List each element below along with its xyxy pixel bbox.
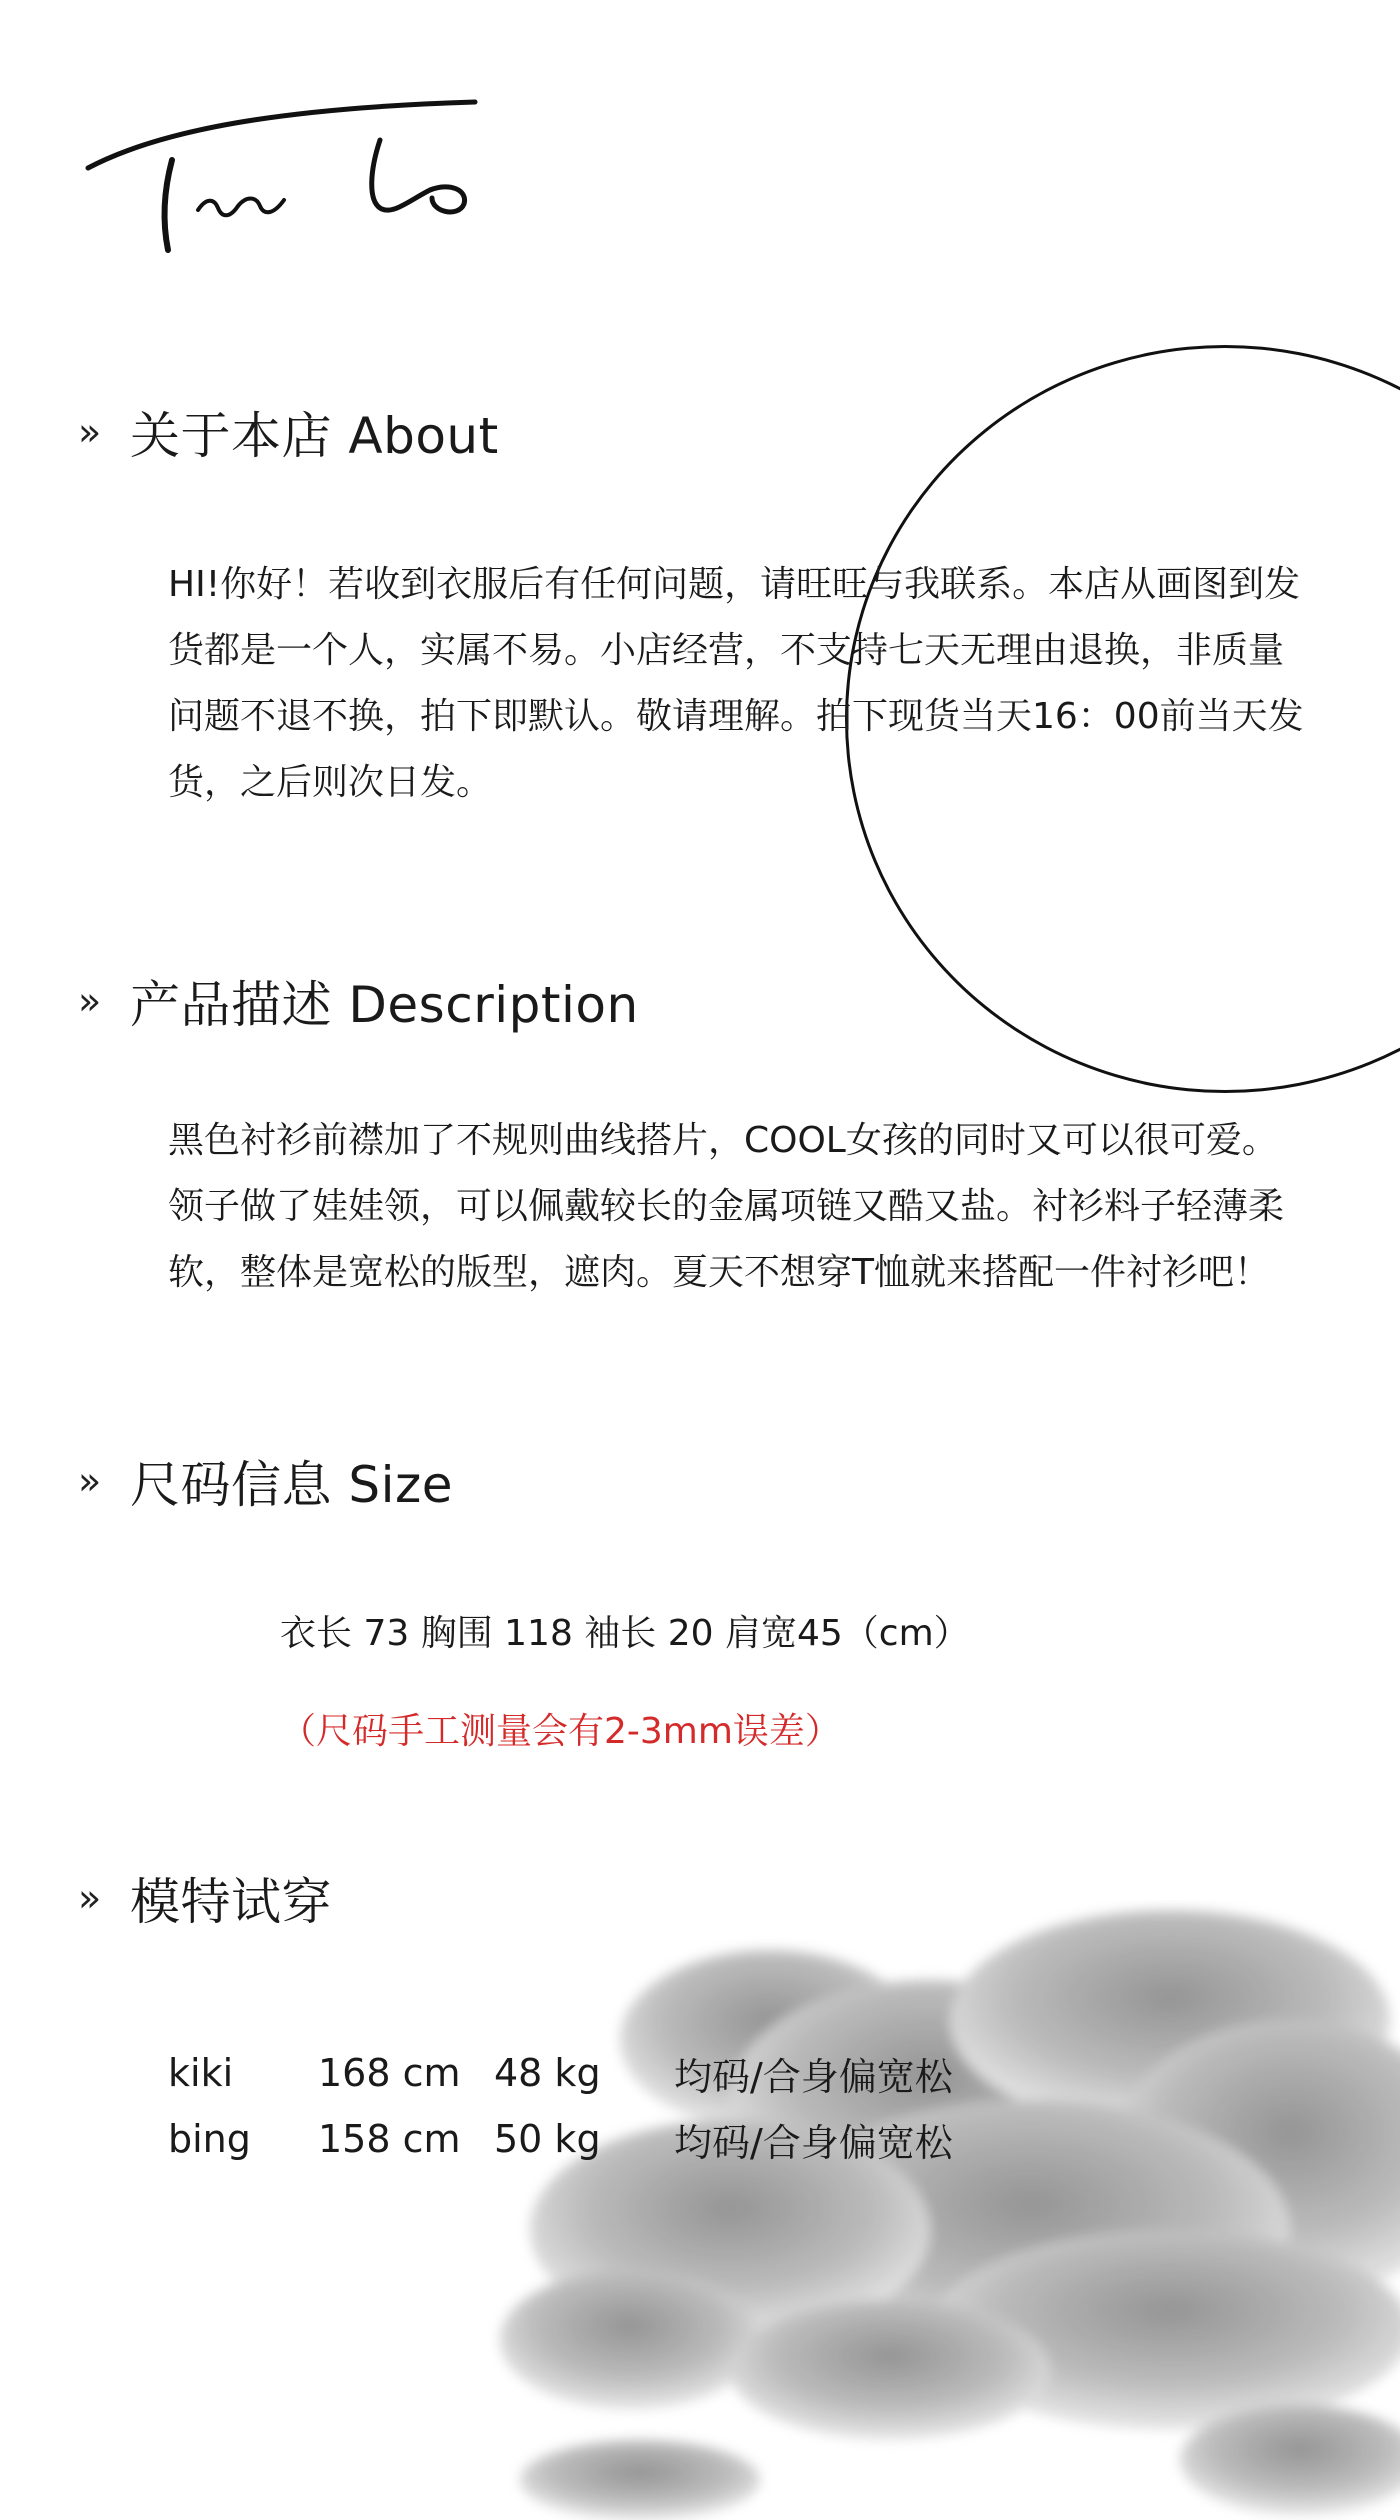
signature-logo	[80, 90, 500, 270]
table-row	[168, 2106, 953, 2172]
model-fit-table	[168, 2040, 953, 2172]
table-row	[168, 2040, 953, 2106]
size-heading	[78, 1445, 453, 1517]
model-fit: 均码/合身偏宽松	[674, 2120, 953, 2165]
about-heading	[78, 396, 499, 468]
chevron-right-icon: »	[78, 979, 102, 1023]
about-title: 关于本店 About	[130, 407, 499, 465]
chevron-right-icon: »	[78, 1876, 102, 1920]
size-measurements: 衣长 73 胸围 118 袖长 20 肩宽45（cm）	[280, 1613, 970, 1654]
chevron-right-icon: »	[78, 410, 102, 454]
model-name: bing	[168, 2117, 251, 2161]
model-weight: 48 kg	[494, 2051, 601, 2095]
models-title: 模特试穿	[130, 1873, 332, 1931]
description-title: 产品描述 Description	[130, 976, 639, 1034]
size-title: 尺码信息 Size	[130, 1456, 454, 1514]
model-height: 158 cm	[318, 2117, 461, 2161]
cloud-decoration	[470, 1900, 1400, 2520]
description-heading	[78, 965, 639, 1037]
model-height: 168 cm	[318, 2051, 461, 2095]
description-text: 黑色衬衫前襟加了不规则曲线搭片，COOL女孩的同时又可以很可爱。领子做了娃娃领，可以佩戴较长的金属项链又酷又盐。衬衫料子轻薄柔软，整体是宽松的版型，遮肉。夏天不想穿T恤就来搭配一件衬衫吧！	[168, 1120, 1285, 1293]
chevron-right-icon: »	[78, 1459, 102, 1503]
model-name: kiki	[168, 2051, 234, 2095]
size-error-note: （尺码手工测量会有2-3mm误差）	[280, 1711, 841, 1752]
about-text: HI!你好！若收到衣服后有任何问题，请旺旺与我联系。本店从画图到发货都是一个人，实属不易。小店经营，不支持七天无理由退换，非质量问题不退不换，拍下即默认。敬请理解。拍下现货当天16：00前当天发货，之后则次日发。	[168, 564, 1304, 803]
model-fit: 均码/合身偏宽松	[674, 2054, 953, 2099]
model-weight: 50 kg	[494, 2117, 601, 2161]
models-heading	[78, 1862, 332, 1934]
